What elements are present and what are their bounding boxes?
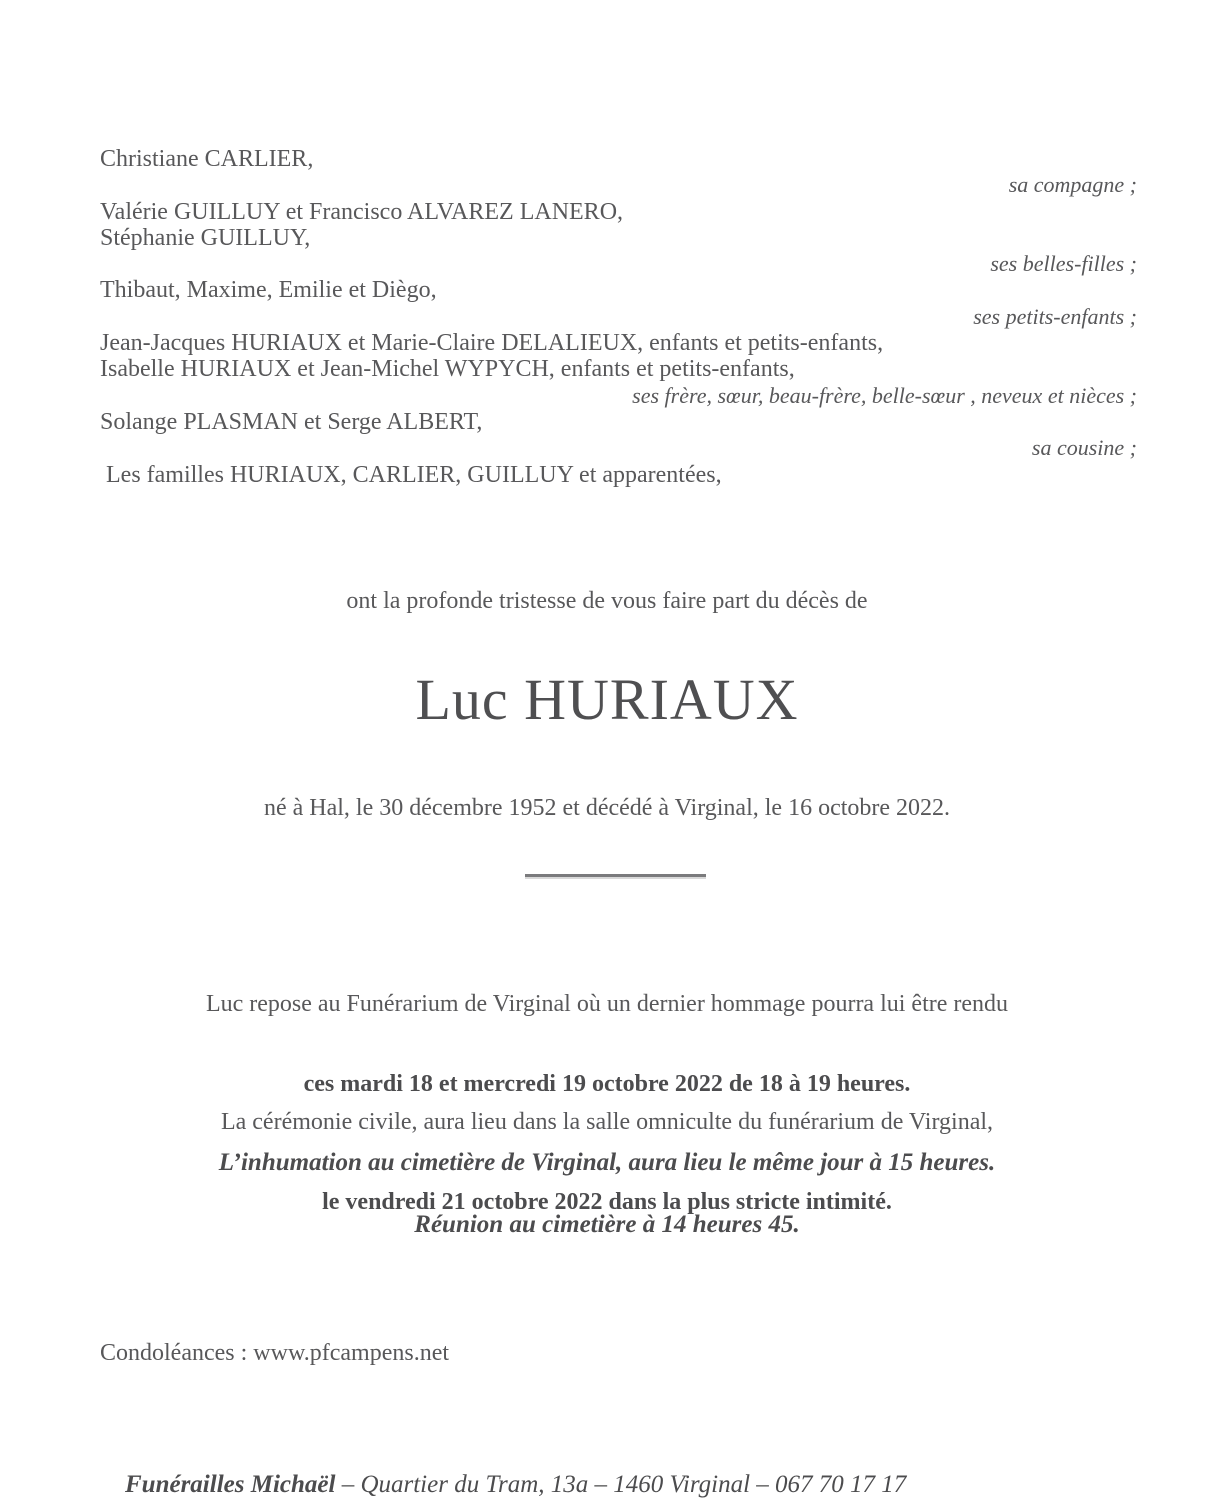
- announcement-intro: ont la profonde tristesse de vous faire part du décès de: [346, 588, 868, 614]
- inhumation-line: L’inhumation au cimetière de Virginal, aura lieu le même jour à 15 heures.: [218, 1149, 996, 1176]
- ceremony-schedule: le vendredi 21 octobre 2022 dans la plus stricte intimité.: [322, 1188, 892, 1215]
- family-line: Christiane CARLIER,: [100, 146, 314, 172]
- family-line: Thibaut, Maxime, Emilie et Diègo,: [100, 277, 437, 304]
- deceased-name: Luc HURIAUX: [415, 667, 799, 732]
- funeral-home-details: – Quartier du Tram, 13a – 1460 Virginal – 067 70 17 17: [335, 1471, 907, 1498]
- relation-label: sa cousine ;: [1031, 435, 1137, 461]
- relation-label: ses frère, sœur, beau-frère, belle-sœur , neveux et nièces ;: [632, 382, 1137, 408]
- funeral-home-footer: [100, 1443, 906, 1509]
- visitation-schedule: ces mardi 18 et mercredi 19 octobre 2022 de 18 à 19 heures.: [303, 1070, 911, 1097]
- relation-label: ses petits-enfants ;: [973, 303, 1137, 329]
- family-line: Solange PLASMAN et Serge ALBERT,: [100, 408, 483, 435]
- family-line: Isabelle HURIAUX et Jean-Michel WYPYCH, enfants et petits-enfants,: [100, 356, 795, 383]
- divider-rule: [525, 874, 706, 879]
- family-line: Stéphanie GUILLUY,: [100, 224, 311, 251]
- birth-death-line: né à Hal, le 30 décembre 1952 et décédé à Virginal, le 16 octobre 2022.: [263, 795, 951, 821]
- ceremony-text: La cérémonie civile, aura lieu dans la salle omniculte du funérarium de Virginal,: [220, 1109, 994, 1135]
- family-relations-block: [100, 146, 1137, 488]
- condolences-line: Condoléances : www.pfcampens.net: [100, 1340, 450, 1366]
- family-line: Les familles HURIAUX, CARLIER, GUILLUY et apparentées,: [100, 461, 722, 488]
- family-line: Jean-Jacques HURIAUX et Marie-Claire DELALIEUX, enfants et petits-enfants,: [100, 330, 884, 357]
- family-line: Valérie GUILLUY et Francisco ALVAREZ LANERO,: [100, 198, 624, 225]
- visitation-text: Luc repose au Funérarium de Virginal où un dernier hommage pourra lui être rendu: [205, 991, 1009, 1017]
- relation-label: sa compagne ;: [1008, 172, 1137, 198]
- relation-label: ses belles-filles ;: [990, 251, 1137, 277]
- reunion-line: Réunion au cimetière à 14 heures 45.: [414, 1211, 800, 1238]
- funeral-home-name: Funérailles Michaël: [125, 1471, 336, 1498]
